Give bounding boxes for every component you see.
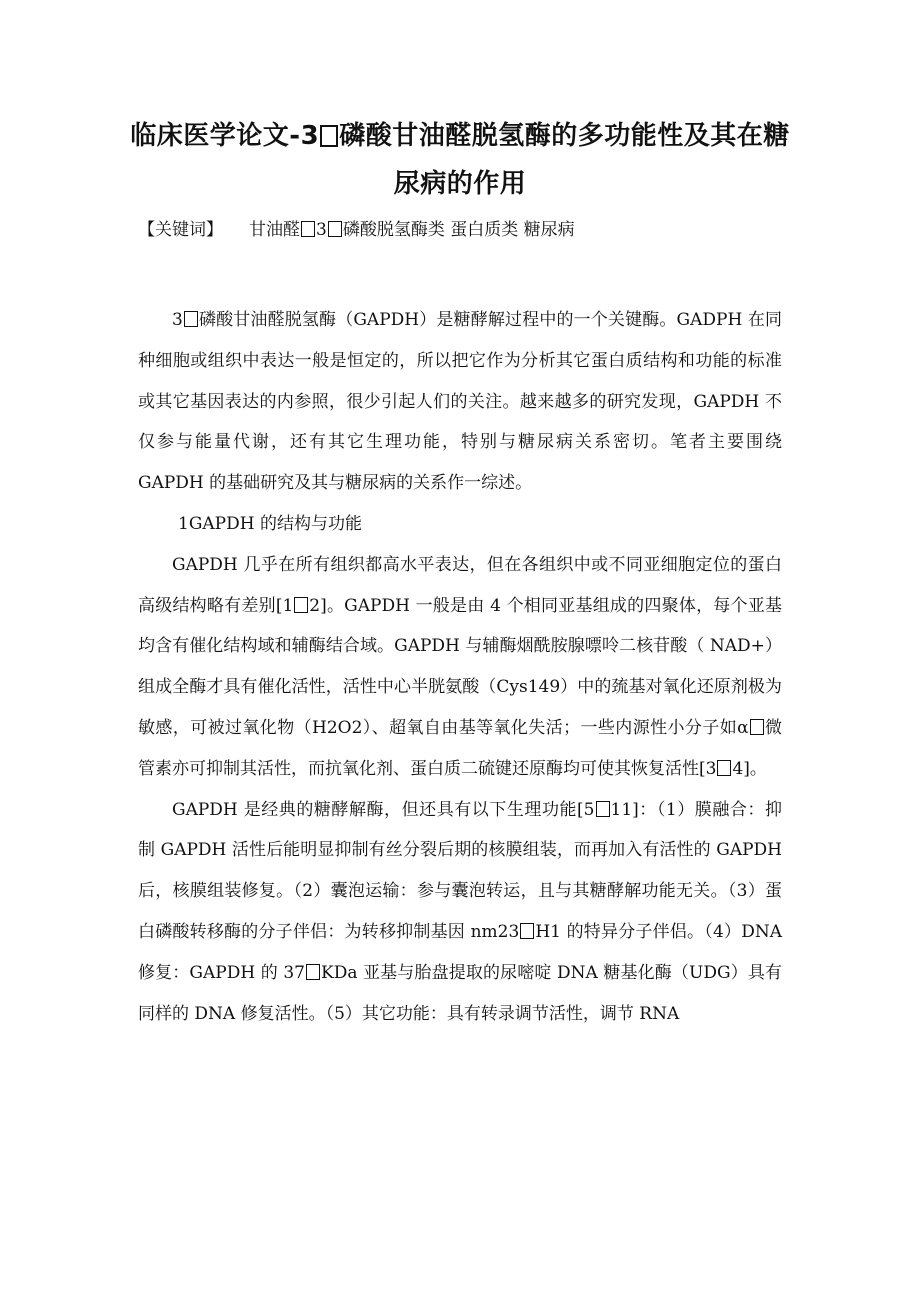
title-line2: 尿病的作用 xyxy=(393,169,527,199)
missing-glyph-icon xyxy=(294,597,308,613)
missing-glyph-icon xyxy=(301,221,315,237)
text-run: 磷酸甘油醛脱氢酶（GAPDH）是糖酵解过程中的一个关键酶。GADPH 在同种细胞或组织中表达一般是恒定的，所以把它作为分析其它蛋白质结构和功能的标准或其它基因表达的内参照，很少引起人们的关注。越来越多的研究发现，GAPDH 不仅参与能量代谢，还有其它生理功能，特别与糖尿病关系密切。笔者主要围绕 GAPDH 的基础研究及其与糖尿病的关系作一综述。 xyxy=(138,310,782,494)
paragraph-structure xyxy=(138,545,782,790)
keywords-line xyxy=(138,216,818,244)
text-run: 4]。 xyxy=(732,758,767,779)
document-title xyxy=(130,112,790,208)
missing-glyph-icon xyxy=(306,964,320,980)
missing-glyph-icon xyxy=(750,719,764,735)
missing-glyph-icon xyxy=(596,801,610,817)
keyword-text: 甘油醛 xyxy=(249,220,300,240)
missing-glyph-icon xyxy=(717,760,731,776)
text-run: 微管素亦可抑制其活性，而抗氧化剂、蛋白质二硫键还原酶均可使其恢复活性[3 xyxy=(138,717,783,779)
text-run: 11]：（1）膜融合：抑制 GAPDH 活性后能明显抑制有丝分裂后期的核膜组装，而再加入有活性的 GAPDH 后，核膜组装修复。（2）囊泡运输：参与囊泡转运，且与其糖酵解功能无关。（3）蛋白磷酸转移酶的分子伴侣：为转移抑制基因 nm23 xyxy=(138,799,782,942)
text-run: 2]。GAPDH 一般是由 4 个相同亚基组成的四聚体，每个亚基均含有催化结构域和辅酶结合域。GAPDH 与辅酶烟酰胺腺嘌呤二核苷酸（ NAD+）组成全酶才具有催化活性，活性中心半胱氨酸（Cys149）中的巯基对氧化还原剂极为敏感，可被过氧化物（H2O2）、超氧自由基等氧化失活；一些内源性小分子如α xyxy=(138,595,782,738)
missing-glyph-icon xyxy=(184,311,198,327)
title-line1-part1: 临床医学论文-3 xyxy=(130,121,320,151)
text-run: GAPDH 是经典的糖酵解酶，但还具有以下生理功能[5 xyxy=(172,799,595,820)
missing-glyph-icon xyxy=(520,923,534,939)
keyword-text: 磷酸脱氢酶类 蛋白质类 糖尿病 xyxy=(342,220,575,240)
title-line1-part2: 磷酸甘油醛脱氢酶的多功能性及其在糖 xyxy=(339,121,790,151)
text-run: GAPDH 几乎在所有组织都高水平表达，但在各组织中或不同亚细胞定位的蛋白高级结构略有差别[1 xyxy=(138,554,782,616)
text-run: KDa 亚基与胎盘提取的尿嘧啶 DNA 糖基化酶（UDG）具有同样的 DNA 修复活性。（5）其它功能：具有转录调节活性，调节 RNA xyxy=(138,962,782,1024)
text-run: H1 的特异分子伴侣。（4）DNA 修复：GAPDH 的 37 xyxy=(138,921,782,983)
body-text xyxy=(138,300,782,1034)
paragraph-intro xyxy=(138,300,782,504)
missing-glyph-icon xyxy=(328,221,342,237)
section-heading: 1GAPDH 的结构与功能 xyxy=(178,513,362,534)
text-run: 3 xyxy=(172,310,183,330)
missing-glyph-icon xyxy=(320,125,338,147)
keyword-text: 3 xyxy=(316,220,327,240)
keywords-label: 【关键词】 xyxy=(138,220,223,240)
paragraph-functions xyxy=(138,790,782,1035)
